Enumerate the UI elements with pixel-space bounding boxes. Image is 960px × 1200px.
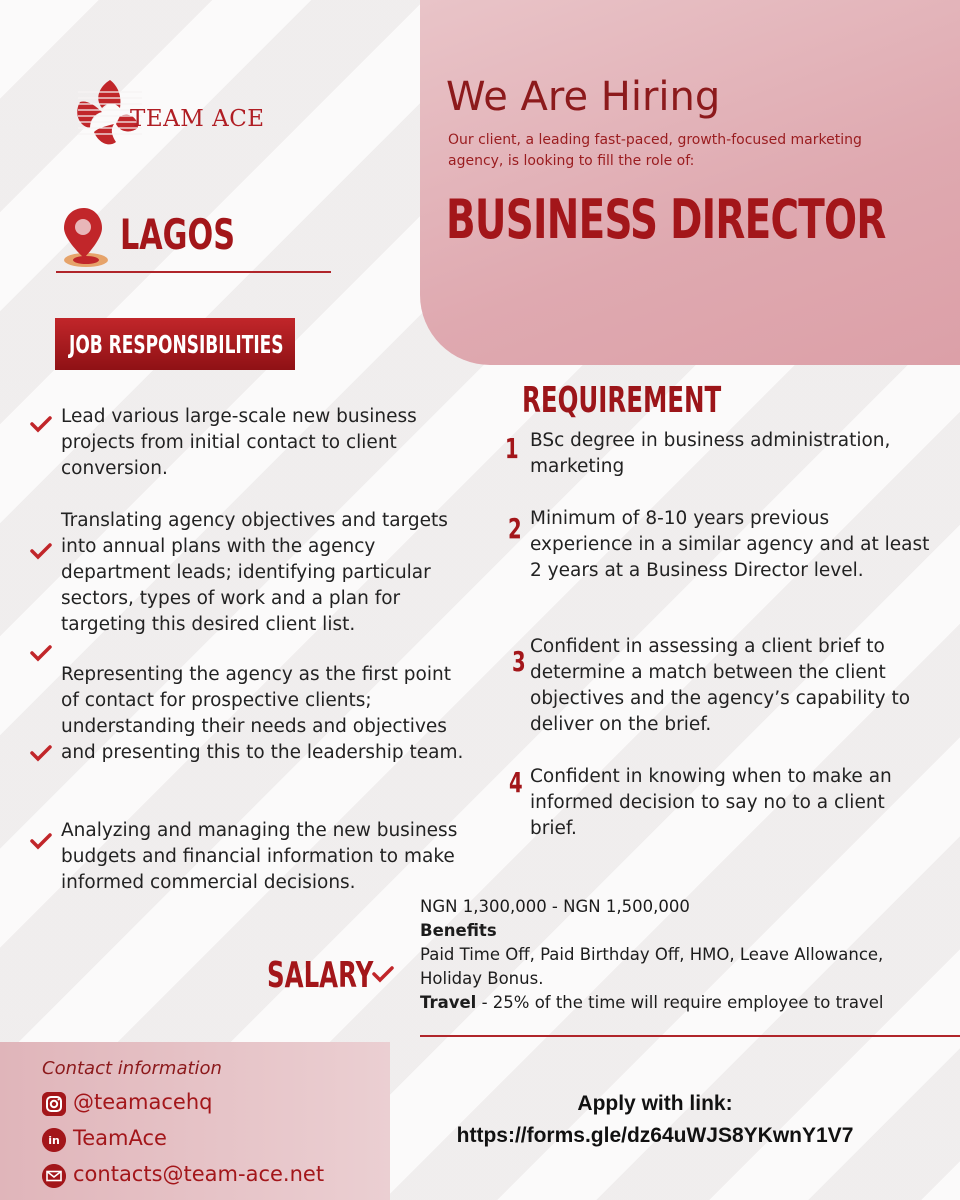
header-panel bbox=[420, 0, 960, 365]
location-pin-icon bbox=[56, 204, 112, 270]
check-icon bbox=[30, 542, 52, 560]
requirement-item: Minimum of 8-10 years previous experience in a similar agency and at least 2 years at a Business Director level. bbox=[530, 508, 930, 581]
apply-label: Apply with link: bbox=[577, 1092, 733, 1115]
benefits-label: Benefits bbox=[420, 921, 497, 940]
responsibilities-title: JOB RESPONSIBILITIES bbox=[69, 330, 284, 359]
client-intro: Our client, a leading fast-paced, growth-focused marketing agency, is looking to fill the role of: bbox=[448, 132, 862, 169]
responsibility-item: Analyzing and managing the new business budgets and financial information to make informed commercial decisions. bbox=[61, 820, 458, 893]
salary-label: SALARY bbox=[267, 955, 374, 996]
requirement-number: 1 bbox=[505, 432, 519, 465]
salary-details bbox=[420, 895, 950, 1015]
email-address[interactable]: contacts@team-ace.net bbox=[73, 1162, 325, 1186]
responsibility-item: Representing the agency as the first point of contact for prospective clients; understanding their needs and objectives and presenting this to the leadership team. bbox=[61, 664, 464, 763]
location-divider bbox=[56, 271, 331, 273]
requirement-item: BSc degree in business administration, marketing bbox=[530, 430, 891, 477]
role-title: BUSINESS DIRECTOR bbox=[446, 188, 886, 251]
apply-section bbox=[420, 1088, 890, 1152]
requirement-number: 3 bbox=[512, 645, 526, 678]
linkedin-name[interactable]: TeamAce bbox=[73, 1126, 167, 1150]
requirement-item: Confident in assessing a client brief to determine a match between the client objectives and the agency’s capability to deliver on the brief. bbox=[530, 636, 911, 735]
email-icon bbox=[42, 1164, 66, 1188]
hiring-heading: We Are Hiring bbox=[446, 74, 721, 120]
responsibility-item: Lead various large-scale new business projects from initial contact to client conversion. bbox=[61, 406, 417, 479]
location-label: LAGOS bbox=[120, 210, 235, 259]
contact-title: Contact information bbox=[42, 1058, 222, 1079]
linkedin-icon bbox=[42, 1128, 66, 1152]
requirement-number: 2 bbox=[508, 512, 522, 545]
benefits-text: Paid Time Off, Paid Birthday Off, HMO, Leave Allowance, Holiday Bonus. bbox=[420, 945, 884, 988]
check-icon bbox=[30, 832, 52, 850]
responsibility-item: Translating agency objectives and targets into annual plans with the agency department leads; identifying particular sectors, types of work and a plan for targeting this desired client list. bbox=[61, 510, 448, 635]
check-icon bbox=[30, 744, 52, 762]
travel-label: Travel bbox=[420, 993, 477, 1012]
salary-range: NGN 1,300,000 - NGN 1,500,000 bbox=[420, 897, 690, 916]
instagram-icon bbox=[42, 1092, 66, 1116]
responsibilities-badge bbox=[55, 318, 295, 370]
requirement-item: Confident in knowing when to make an informed decision to say no to a client brief. bbox=[530, 766, 892, 839]
logo-text: TEAM ACE bbox=[130, 106, 265, 132]
check-icon bbox=[30, 644, 52, 662]
salary-divider bbox=[420, 1035, 960, 1037]
check-icon bbox=[372, 965, 394, 983]
travel-text: - 25% of the time will require employee to travel bbox=[476, 993, 884, 1012]
requirement-title: REQUIREMENT bbox=[522, 380, 722, 421]
apply-link[interactable]: https://forms.gle/dz64uWJS8YKwnY1V7 bbox=[456, 1124, 854, 1147]
requirement-number: 4 bbox=[509, 766, 523, 799]
instagram-handle[interactable]: @teamacehq bbox=[73, 1090, 213, 1114]
check-icon bbox=[30, 415, 52, 433]
svg-text:in: in bbox=[48, 1134, 60, 1147]
